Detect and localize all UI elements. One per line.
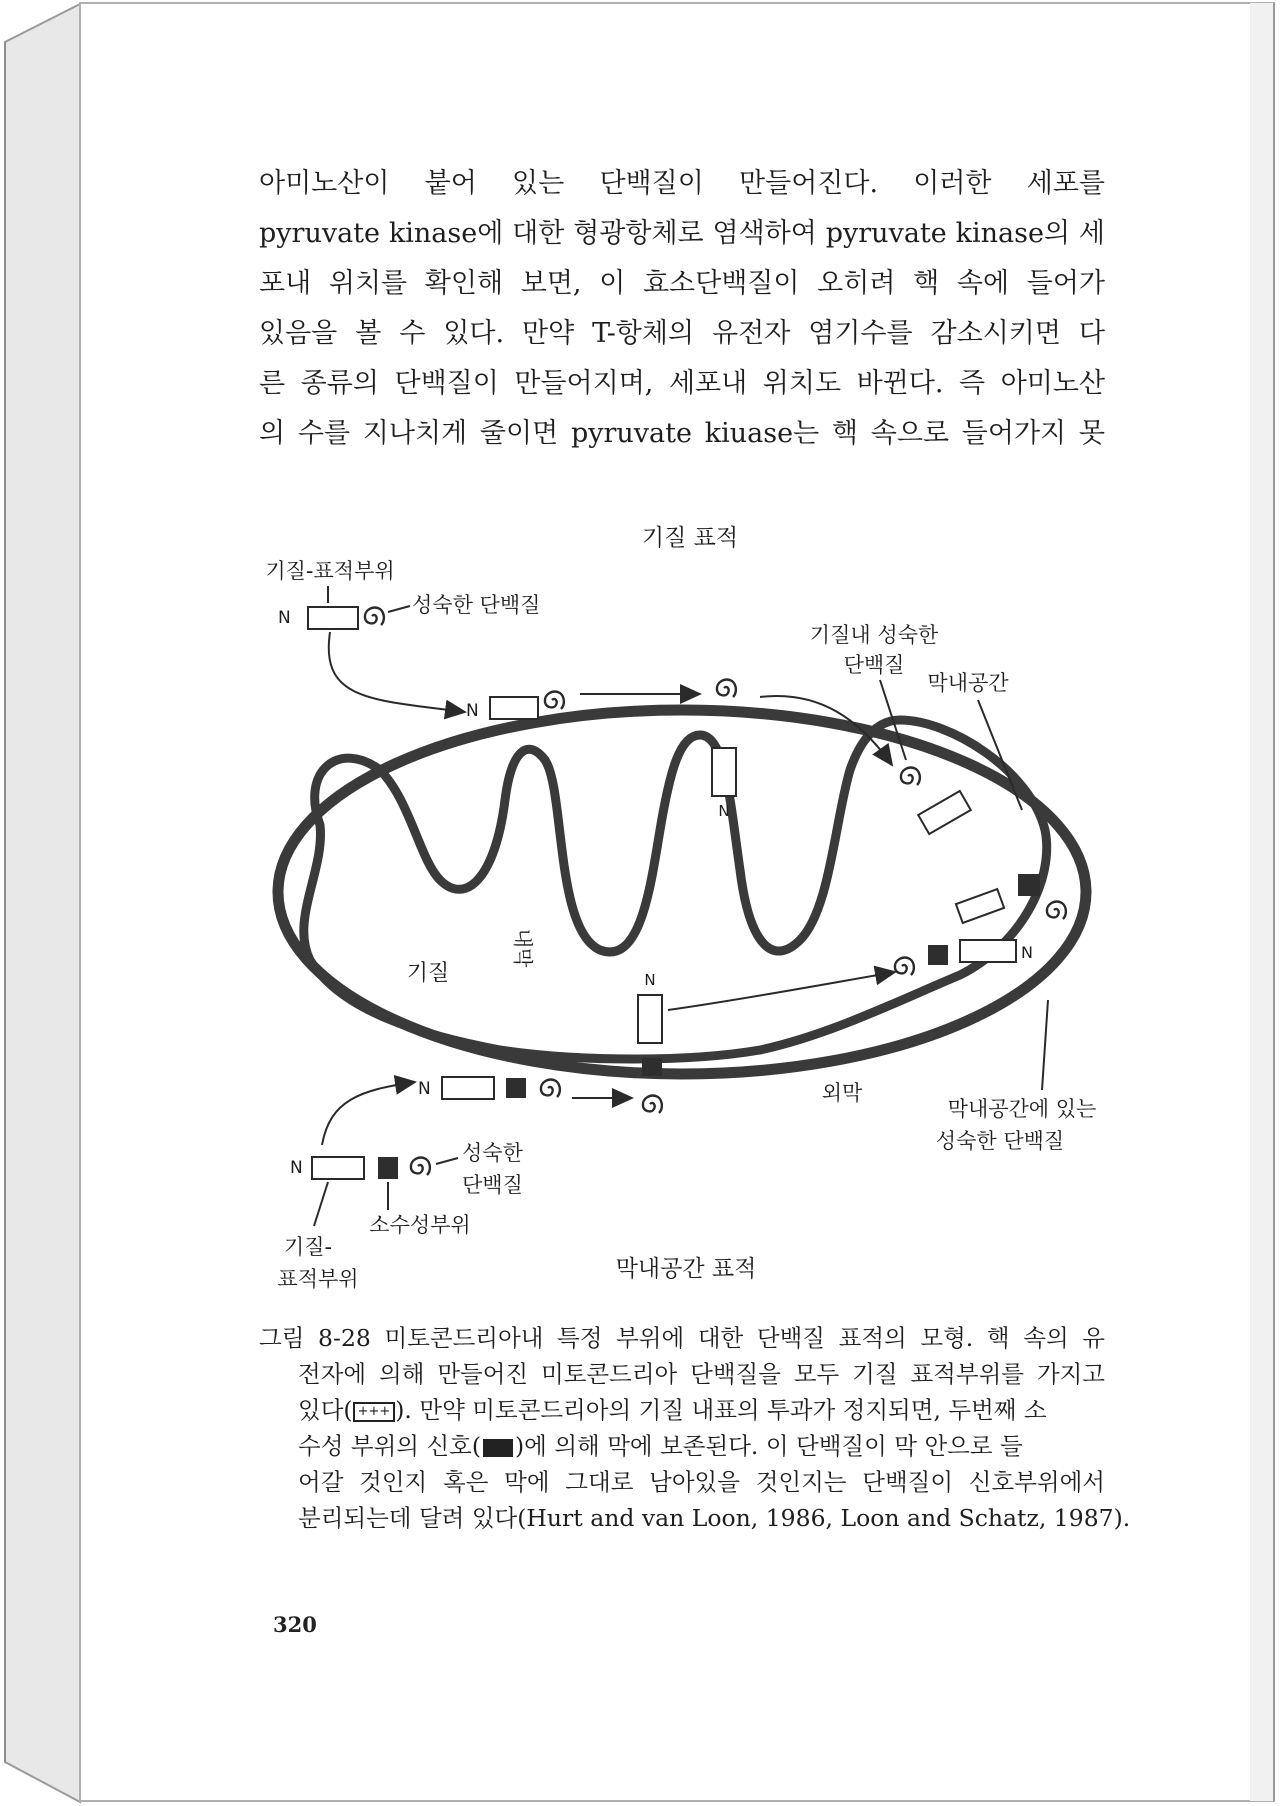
hydrophobic-anchor — [642, 1058, 662, 1076]
presequence-inline-icon: +++ — [353, 1402, 396, 1422]
mature-protein-spiral-icon — [541, 1080, 560, 1097]
body-text-line: 있음을 볼 수 있다. 만약 T-항체의 유전자 염기수를 감소시키면 다 — [259, 318, 1105, 349]
mature-protein-spiral-icon — [895, 958, 914, 975]
body-text-line: 아미노산이 붙어 있는 단백질이 만들어진다. 이러한 세포를 — [259, 168, 1105, 199]
label-mature-protein: 성숙한 단백질 — [412, 593, 541, 617]
mature-protein-spiral-icon — [643, 1096, 662, 1113]
svg-text:N: N — [644, 971, 656, 989]
presequence-box — [308, 607, 358, 629]
hydrophobic-anchor — [378, 1157, 398, 1179]
label-outer-membrane: 외막 — [821, 1081, 863, 1105]
presequence-box — [312, 1157, 364, 1179]
label-mature-in-matrix: 단백질 — [843, 653, 905, 677]
figure-title-ims-targeting: 막내공간 표적 — [615, 1256, 757, 1282]
mature-protein-spiral-icon — [411, 1158, 430, 1175]
caption-fragment: )에 의해 막에 보존된다. 이 단백질이 막 안으로 들 — [515, 1432, 1023, 1460]
label-matrix-target-site: 기질-표적부위 — [265, 559, 395, 583]
label-mature-protein: 성숙한 — [462, 1141, 523, 1165]
body-text-line: pyruvate kinase에 대한 형광항체로 염색하여 pyruvate kinase의 세 — [259, 218, 1105, 249]
body-text-line: 포내 위치를 확인해 보면, 이 효소단백질이 오히려 핵 속에 들어가 — [259, 268, 1105, 299]
figure-title-matrix-targeting: 기질 표적 — [641, 525, 739, 551]
presequence-box — [442, 1077, 494, 1099]
caption-fragment: ). 만약 미토콘드리아의 기질 내표의 투과가 정지되면, 두번째 소 — [395, 1396, 1047, 1424]
caption-line — [298, 1395, 1105, 1426]
mature-protein-spiral-icon — [901, 768, 920, 785]
presequence-box — [490, 697, 538, 719]
svg-text:N: N — [1021, 943, 1033, 962]
hydrophobic-anchor — [1018, 874, 1040, 896]
label-intermembrane-space: 막내공간 — [927, 671, 1009, 695]
label-n-terminus: N — [290, 1158, 303, 1178]
label-mature-in-ims: 막내공간에 있는 — [947, 1097, 1097, 1121]
page-number: 320 — [273, 1612, 317, 1637]
label-mature-protein: 단백질 — [462, 1173, 523, 1197]
presequence-box — [918, 791, 971, 834]
caption-line: 그림 8-28 미토콘드리아내 특정 부위에 대한 단백질 표적의 모형. 핵 속의 유 — [259, 1324, 1105, 1352]
label-matrix: 기질 — [406, 961, 450, 986]
label-matrix-target-site-bottom: 표적부위 — [277, 1267, 359, 1291]
hydrophobic-anchor — [928, 945, 948, 965]
caption-fragment: 있다( — [298, 1396, 353, 1424]
caption-line: 전자에 의해 만들어진 미토콘드리아 단백질을 모두 기질 표적부위를 가지고 — [298, 1360, 1105, 1388]
presequence-box — [956, 889, 1004, 923]
label-n-terminus: N — [466, 701, 479, 721]
mature-protein-spiral-icon — [717, 680, 736, 697]
mature-protein-spiral-icon — [365, 608, 384, 625]
hydrophobic-anchor — [506, 1078, 526, 1098]
body-text-line: 른 종류의 단백질이 만들어지며, 세포내 위치도 바뀐다. 즉 아미노산 — [259, 368, 1105, 399]
caption-line — [298, 1431, 1105, 1462]
caption-line: 어갈 것인지 혹은 막에 그대로 남아있을 것인지는 단백질이 신호부위에서 — [298, 1468, 1105, 1496]
label-hydrophobic-site: 소수성부위 — [369, 1213, 471, 1237]
label-n-terminus: N — [418, 1079, 431, 1099]
hydrophobic-inline-icon — [483, 1439, 513, 1457]
label-mature-in-ims: 성숙한 단백질 — [935, 1129, 1065, 1153]
label-mature-in-matrix: 기질내 성숙한 — [809, 623, 939, 647]
caption-fragment: 수성 부위의 신호( — [298, 1432, 482, 1460]
presequence-box — [960, 940, 1033, 962]
presequence-box — [638, 971, 662, 1043]
svg-text:N: N — [718, 802, 730, 820]
mature-protein-spiral-icon — [1047, 902, 1066, 919]
label-inner-membrane: 내막 — [511, 928, 535, 968]
body-text-line: 의 수를 지나치게 줄이면 pyruvate kiuase는 핵 속으로 들어가지 못 — [259, 418, 1105, 449]
label-n-terminus: N — [278, 608, 291, 628]
label-matrix-target-site-bottom: 기질- — [283, 1235, 333, 1259]
caption-line: 분리되는데 달려 있다(Hurt and van Loon, 1986, Loon and Schatz, 1987). — [298, 1504, 1131, 1532]
mature-protein-spiral-icon — [545, 692, 564, 709]
